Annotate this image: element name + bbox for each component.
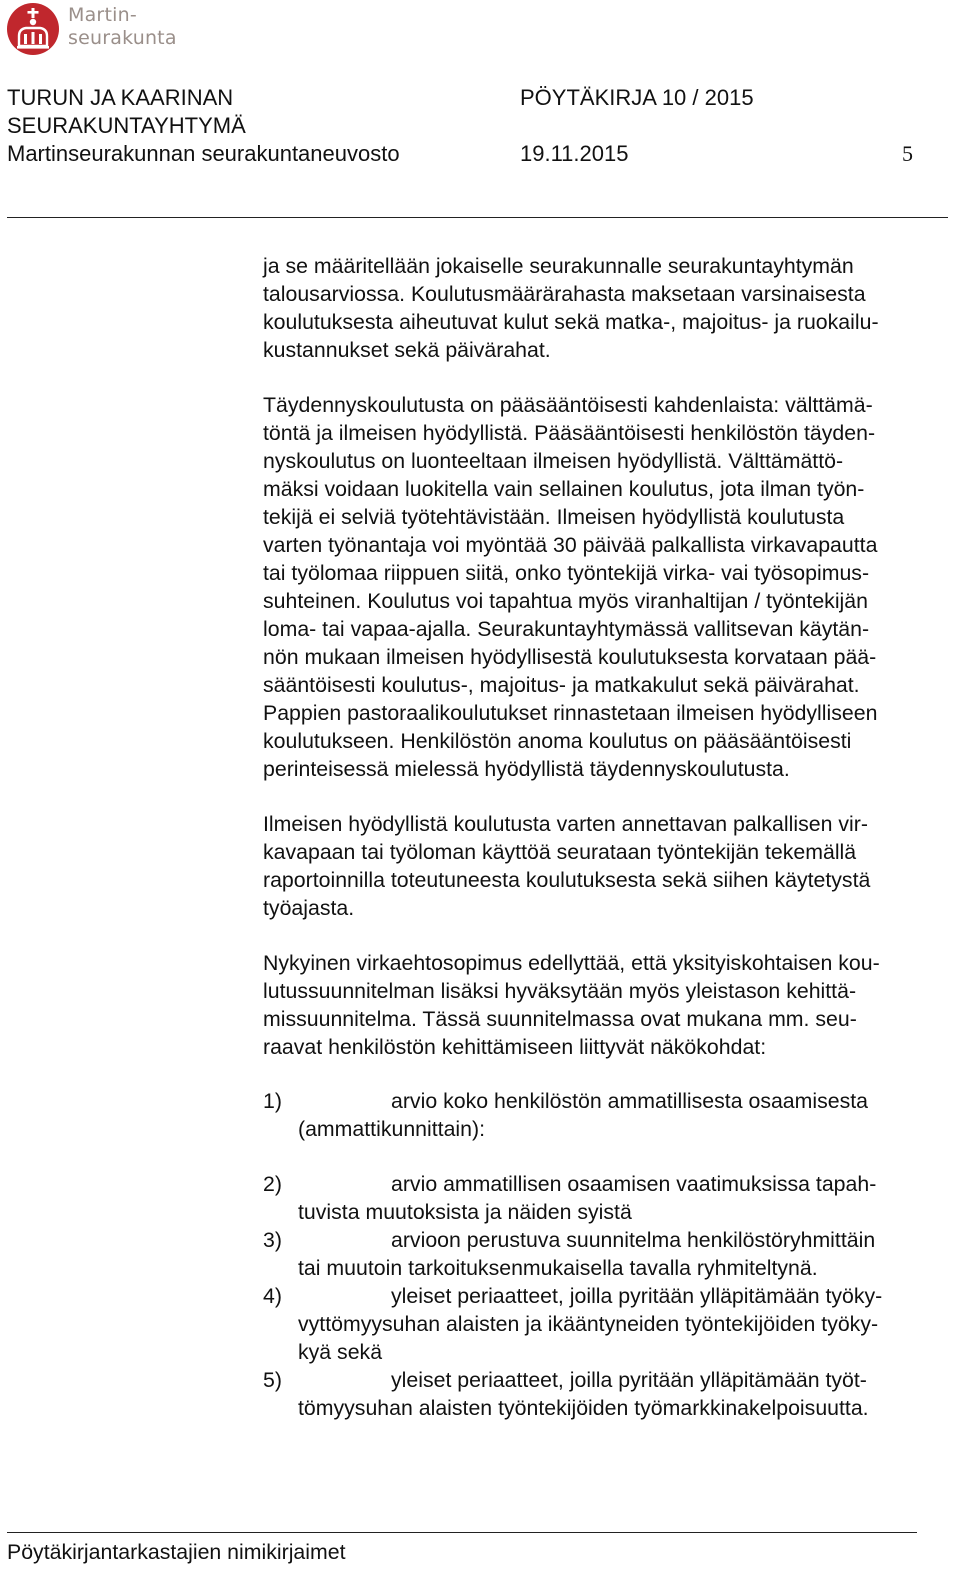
text-line: varten työnantaja voi myöntää 30 päivää palkallista virkavapautta [263, 533, 878, 557]
logo-wordmark [68, 4, 177, 50]
document-body [263, 252, 953, 1088]
list-item-text: arvio ammatillisen osaamisen vaatimuksissa tapah- [391, 1172, 877, 1196]
list-item-number: 2) [263, 1172, 282, 1196]
org-name-line2: SEURAKUNTAYHTYMÄ [7, 113, 246, 138]
list-item-text: tömyysuhan alaisten työntekijöiden työmarkkinakelpoisuutta. [298, 1396, 869, 1420]
list-item [263, 1282, 953, 1366]
text-line: koulutukseen. Henkilöstön anoma koulutus on pääsääntöisesti [263, 729, 852, 753]
text-line: suhteinen. Koulutus voi tapahtua myös viranhaltijan / työntekijän [263, 589, 868, 613]
text-line: kustannukset sekä päivärahat. [263, 338, 551, 362]
text-line: raavat henkilöstön kehittämiseen liittyvät näkökohdat: [263, 1035, 767, 1059]
meeting-date: 19.11.2015 [520, 141, 629, 166]
text-line: Nykyinen virkaehtosopimus edellyttää, että yksityiskohtaisen kou- [263, 951, 880, 975]
text-line: lutussuunnitelman lisäksi hyväksytään myös yleistason kehittä- [263, 979, 857, 1003]
list-item-text: (ammattikunnittain): [298, 1117, 486, 1141]
list-item-number: 4) [263, 1284, 282, 1308]
martinseurakunta-logo [6, 2, 206, 58]
text-line: koulutuksesta aiheutuvat kulut sekä matka-, majoitus- ja ruokailu- [263, 310, 879, 334]
org-name-line1: TURUN JA KAARINAN [7, 85, 234, 110]
paragraph [263, 810, 953, 922]
meeting-body-name: Martinseurakunnan seurakuntaneuvosto [7, 141, 400, 166]
list-item-number: 1) [263, 1089, 282, 1113]
paragraph [263, 252, 953, 364]
page-number: 5 [902, 141, 913, 166]
list-item-number: 3) [263, 1228, 282, 1252]
list-item [263, 1087, 953, 1143]
text-line: Ilmeisen hyödyllistä koulutusta varten annettavan palkallisen vir- [263, 812, 868, 836]
text-line: mäksi voidaan luokitella vain sellainen koulutus, jota ilman työn- [263, 477, 865, 501]
text-line: ja se määritellään jokaiselle seurakunnalle seurakuntayhtymän [263, 254, 854, 278]
text-line: loma- tai vapaa-ajalla. Seurakuntayhtymässä vallitsevan käytän- [263, 617, 870, 641]
text-line: perinteisessä mielessä hyödyllistä täydennyskoulutusta. [263, 757, 790, 781]
text-line: Pappien pastoraalikoulutukset rinnastetaan ilmeisen hyödylliseen [263, 701, 878, 725]
list-item-text: yleiset periaatteet, joilla pyritään ylläpitämään työt- [391, 1368, 867, 1392]
list-item-text: tuvista muutoksista ja näiden syistä [298, 1200, 632, 1224]
header-divider [7, 217, 948, 218]
list-item-text: vyttömyysuhan alaisten ja ikääntyneiden työntekijöiden työky- [298, 1312, 879, 1336]
text-line: työajasta. [263, 896, 355, 920]
list-item-text: kyä sekä [298, 1340, 383, 1364]
document-title: PÖYTÄKIRJA 10 / 2015 [520, 85, 754, 110]
logo-text-line2: seurakunta [68, 27, 177, 49]
footer-divider [7, 1532, 917, 1533]
paragraph [263, 949, 953, 1061]
church-seal-icon [6, 2, 60, 56]
text-line: töntä ja ilmeisen hyödyllistä. Pääsääntöisesti henkilöstön täyden- [263, 421, 876, 445]
numbered-list [263, 1087, 953, 1422]
list-item-text: arvio koko henkilöstön ammatillisesta osaamisesta [391, 1089, 869, 1113]
paragraph [263, 391, 953, 783]
text-line: tai työlomaa riippuen siitä, onko työntekijä virka- vai työsopimus- [263, 561, 870, 585]
list-item-text: arvioon perustuva suunnitelma henkilöstöryhmittäin [391, 1228, 876, 1252]
list-item-text: tai muutoin tarkoituksenmukaisella tavalla ryhmiteltynä. [298, 1256, 818, 1280]
logo-text-line1: Martin- [68, 4, 137, 26]
text-line: nön mukaan ilmeisen hyödyllisestä koulutuksesta korvataan pää- [263, 645, 877, 669]
list-item [263, 1366, 953, 1422]
text-line: talousarviossa. Koulutusmäärärahasta maksetaan varsinaisesta [263, 282, 866, 306]
text-line: raportoinnilla toteutuneesta koulutuksesta sekä siihen käytetystä [263, 868, 871, 892]
list-item-number: 5) [263, 1368, 282, 1392]
list-item [263, 1170, 953, 1226]
text-line: tekijä ei selviä työtehtävistään. Ilmeisen hyödyllistä koulutusta [263, 505, 845, 529]
text-line: kavapaan tai työloman käyttöä seurataan työntekijän tekemällä [263, 840, 857, 864]
text-line: Täydennyskoulutusta on pääsääntöisesti kahdenlaista: välttämä- [263, 393, 873, 417]
list-item-text: yleiset periaatteet, joilla pyritään ylläpitämään työky- [391, 1284, 883, 1308]
text-line: missuunnitelma. Tässä suunnitelmassa ovat mukana mm. seu- [263, 1007, 857, 1031]
text-line: sääntöisesti koulutus-, majoitus- ja matkakulut sekä päivärahat. [263, 673, 860, 697]
text-line: nyskoulutus on luonteeltaan ilmeisen hyödyllistä. Välttämättö- [263, 449, 844, 473]
list-item [263, 1226, 953, 1282]
footer-initials-label: Pöytäkirjantarkastajien nimikirjaimet [7, 1540, 346, 1564]
